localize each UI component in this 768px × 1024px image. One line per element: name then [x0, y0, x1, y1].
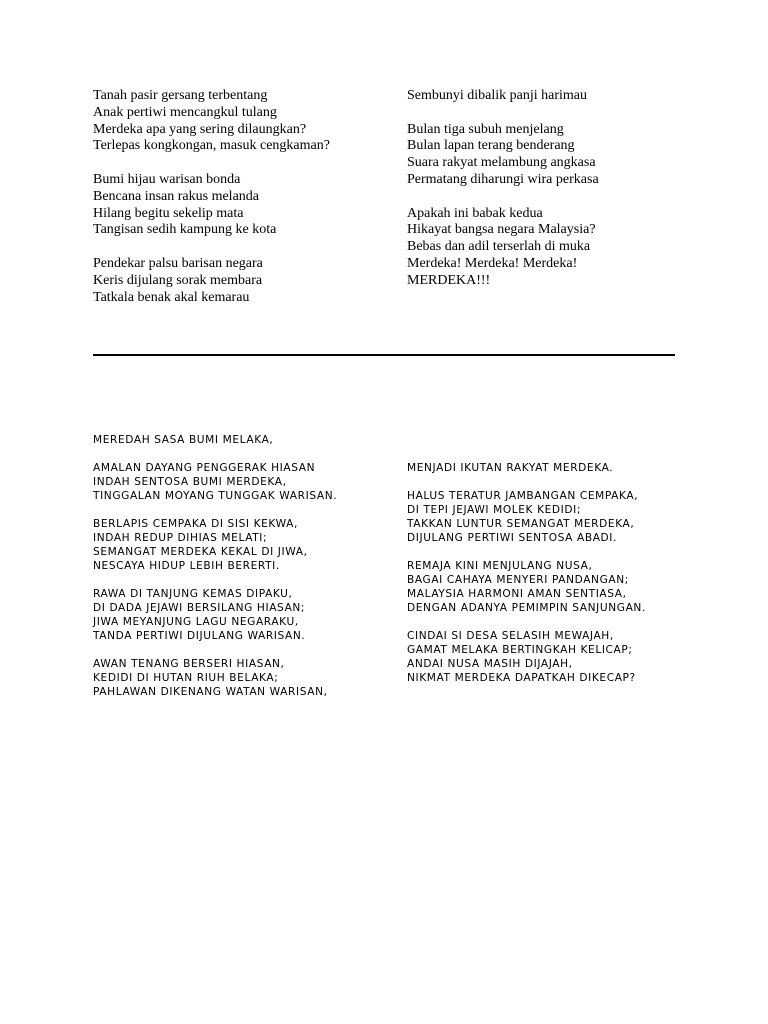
stanza [93, 88, 330, 155]
poem-line: TANDA PERTIWI DIJULANG WARISAN. [93, 630, 306, 642]
stanza [93, 517, 337, 573]
poem-line: JIWA MEYANJUNG LAGU NEGARAKU, [93, 616, 299, 628]
stanza [407, 629, 646, 685]
poem-line: Bebas dan adil terserlah di muka [407, 239, 591, 255]
poem-line: TAKKAN LUNTUR SEMANGAT MERDEKA, [407, 518, 635, 530]
poem-line: INDAH SENTOSA BUMI MERDEKA, [93, 476, 287, 488]
stanza [93, 587, 337, 643]
stanza [93, 256, 330, 306]
stanza [93, 461, 337, 503]
poem-line: GAMAT MELAKA BERTINGKAH KELICAP; [407, 644, 633, 656]
section-divider [93, 354, 675, 356]
poem-line: PAHLAWAN DIKENANG WATAN WARISAN, [93, 686, 328, 698]
poem-line: REMAJA KINI MENJULANG NUSA, [407, 560, 593, 572]
poem-line: ANDAI NUSA MASIH DIJAJAH, [407, 658, 573, 670]
poem-line: Merdeka apa yang sering dilaungkan? [93, 121, 307, 137]
stanza [93, 172, 330, 239]
poem-line: Hikayat bangsa negara Malaysia? [407, 222, 596, 238]
poem-line: Tatkala benak akal kemarau [93, 289, 250, 305]
poem1-left-column [93, 88, 330, 323]
poem-line: Keris dijulang sorak membara [93, 272, 263, 288]
poem-line: Apakah ini babak kedua [407, 205, 543, 221]
poem-line: NIKMAT MERDEKA DAPATKAH DIKECAP? [407, 672, 636, 684]
poem-line: DENGAN ADANYA PEMIMPIN SANJUNGAN. [407, 602, 646, 614]
poem-line: CINDAI SI DESA SELASIH MEWAJAH, [407, 630, 614, 642]
poem-line: Pendekar palsu barisan negara [93, 255, 263, 271]
poem-line: Merdeka! Merdeka! Merdeka! [407, 255, 578, 271]
poem-line: Bulan tiga subuh menjelang [407, 121, 564, 137]
poem-line: SEMANGAT MERDEKA KEKAL DI JIWA, [93, 546, 308, 558]
poem1-right-column [407, 88, 599, 306]
poem-line: BERLAPIS CEMPAKA DI SISI KEKWA, [93, 518, 298, 530]
poem-line: TINGGALAN MOYANG TUNGGAK WARISAN. [93, 490, 338, 502]
poem-line: Anak pertiwi mencangkul tulang [93, 104, 277, 120]
poem-line: AMALAN DAYANG PENGGERAK HIASAN [93, 462, 316, 474]
poem-line: MENJADI IKUTAN RAKYAT MERDEKA. [407, 462, 614, 474]
poem-line: DI DADA JEJAWI BERSILANG HIASAN; [93, 602, 306, 614]
stanza [93, 433, 337, 447]
stanza [407, 122, 599, 189]
poem-line: MERDEKA!!! [407, 272, 491, 288]
poem-line: BAGAI CAHAYA MENYERI PANDANGAN; [407, 574, 629, 586]
poem-line: Tangisan sedih kampung ke kota [93, 222, 277, 238]
poem-line: HALUS TERATUR JAMBANGAN CEMPAKA, [407, 490, 639, 502]
poem2-left-column [93, 433, 337, 713]
poem-line: Bulan lapan terang benderang [407, 138, 575, 154]
stanza [407, 88, 599, 105]
poem-line: RAWA DI TANJUNG KEMAS DIPAKU, [93, 588, 293, 600]
poem-line: INDAH REDUP DIHIAS MELATI; [93, 532, 268, 544]
poem-line: MALAYSIA HARMONI AMAN SENTIASA, [407, 588, 627, 600]
poem-line: MEREDAH SASA BUMI MELAKA, [93, 434, 274, 446]
poem-line: NESCAYA HIDUP LEBIH BERERTI. [93, 560, 280, 572]
poem-line: Hilang begitu sekelip mata [93, 205, 244, 221]
poem-line: Terlepas kongkongan, masuk cengkaman? [93, 138, 330, 154]
stanza [407, 489, 646, 545]
poem-line: Tanah pasir gersang terbentang [93, 88, 268, 103]
stanza [407, 206, 599, 290]
poem-line: KEDIDI DI HUTAN RIUH BELAKA; [93, 672, 279, 684]
poem-line: Sembunyi dibalik panji harimau [407, 88, 588, 103]
poem2-right-column [407, 461, 646, 699]
poem-line: DI TEPI JEJAWI MOLEK KEDIDI; [407, 504, 582, 516]
poem-line: Suara rakyat melambung angkasa [407, 155, 596, 171]
poem-line: DIJULANG PERTIWI SENTOSA ABADI. [407, 532, 617, 544]
stanza [407, 461, 646, 475]
stanza [93, 657, 337, 699]
poem-line: Permatang diharungi wira perkasa [407, 171, 599, 187]
stanza [407, 559, 646, 615]
poem-line: Bencana insan rakus melanda [93, 188, 259, 204]
poem-line: AWAN TENANG BERSERI HIASAN, [93, 658, 285, 670]
poem-line: Bumi hijau warisan bonda [93, 171, 241, 187]
